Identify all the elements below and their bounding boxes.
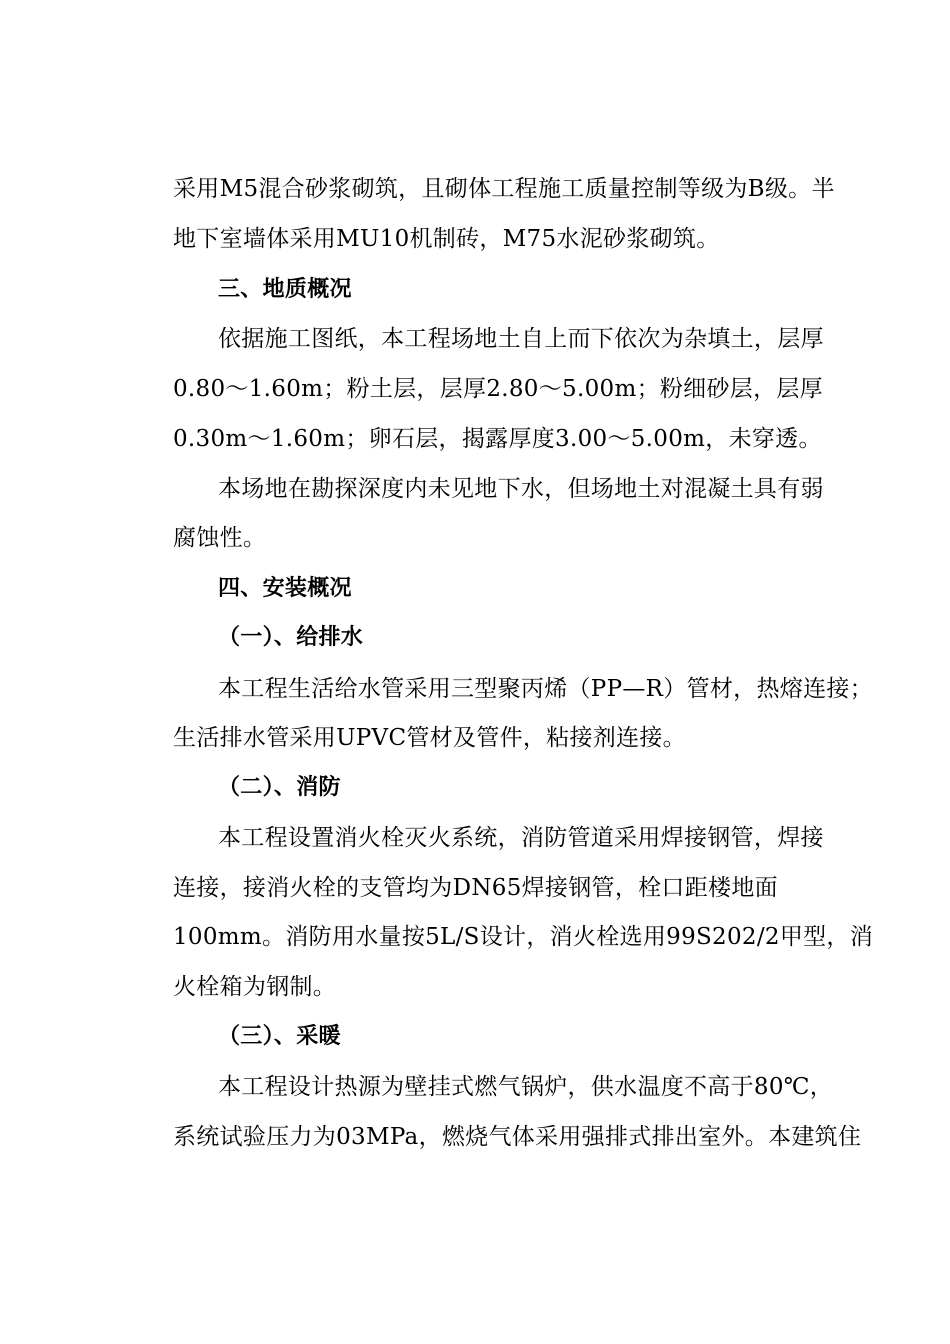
body-text-line: 100mm。消防用水量按5L/S设计，消火栓选用99S202/2甲型，消 [173,924,874,950]
body-text-line: 腐蚀性。 [173,525,267,551]
body-text-line: 本场地在勘探深度内未见地下水，但场地土对混凝土具有弱 [218,476,824,502]
section-heading-geology: 三、地质概况 [218,277,352,302]
subsection-heading-fire: （二）、消防 [218,775,341,800]
body-text-line: 系统试验压力为03MPa，燃烧气体采用强排式排出室外。本建筑住 [173,1124,862,1150]
body-text-line: 生活排水管采用UPVC管材及管件，粘接剂连接。 [173,725,686,751]
body-text-line: 本工程设置消火栓灭火系统，消防管道采用焊接钢管，焊接 [218,825,824,851]
body-text-line: 0.30m～1.60m；卵石层，揭露厚度3.00～5.00m，未穿透。 [173,426,822,452]
section-heading-installation: 四、安装概况 [218,576,352,601]
body-text-line: 地下室墙体采用MU10机制砖，M75水泥砂浆砌筑。 [173,226,720,252]
body-text-line: 本工程设计热源为壁挂式燃气锅炉，供水温度不高于80℃， [218,1074,834,1100]
body-text-line: 火栓箱为钢制。 [173,974,337,1000]
subsection-heading-heating: （三）、采暖 [218,1024,341,1049]
body-text-line: 依据施工图纸，本工程场地土自上而下依次为杂填土，层厚 [218,326,824,352]
body-text-line: 本工程生活给水管采用三型聚丙烯（PP—R）管材，热熔连接； [218,676,873,702]
body-text-line: 0.80～1.60m；粉土层，层厚2.80～5.00m；粉细砂层，层厚 [173,376,823,402]
body-text-line: 采用M5混合砂浆砌筑，且砌体工程施工质量控制等级为B级。半 [173,176,835,202]
body-text-line: 连接，接消火栓的支管均为DN65焊接钢管，栓口距楼地面 [173,875,778,901]
subsection-heading-water: （一）、给排水 [218,625,364,650]
